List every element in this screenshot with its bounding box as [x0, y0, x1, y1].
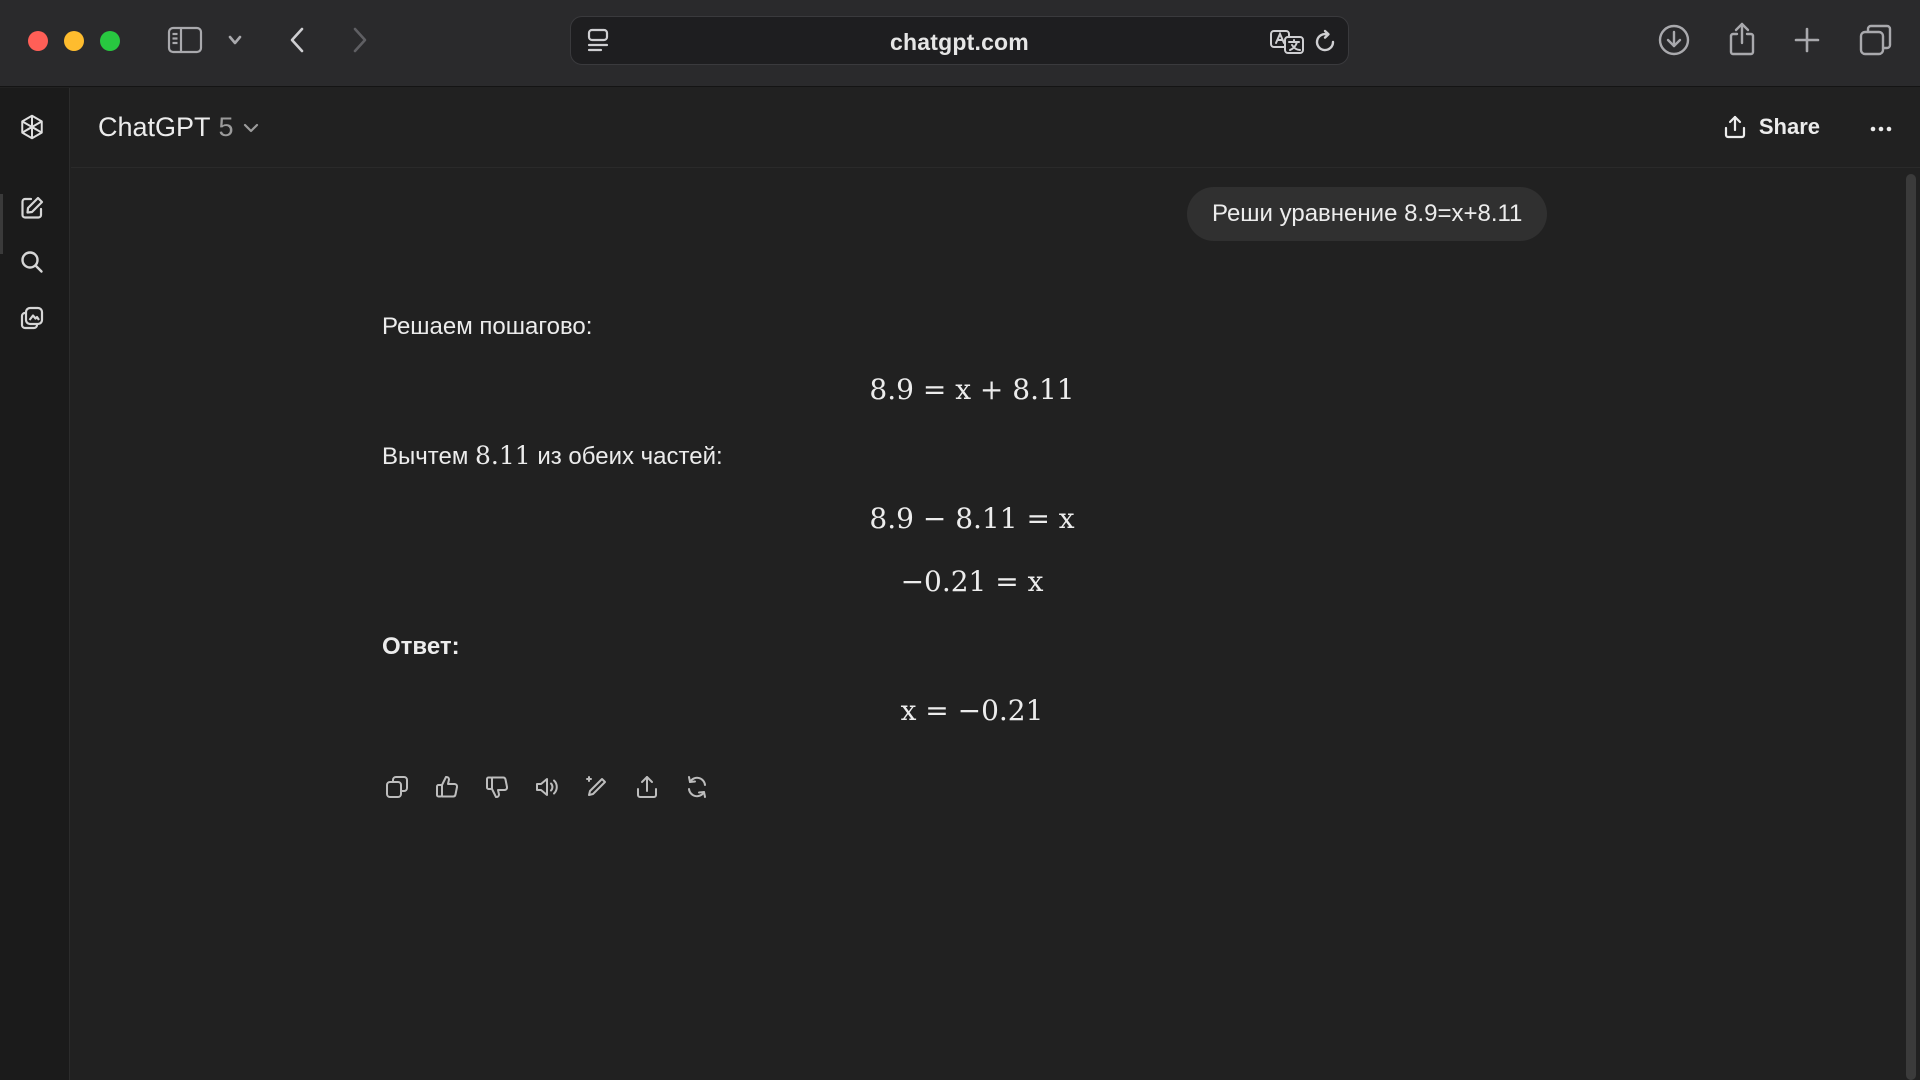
- assistant-step-text: [382, 441, 723, 471]
- chatgpt-logo-icon[interactable]: [17, 112, 47, 142]
- step-text-before: Вычтем: [382, 443, 475, 470]
- share-icon[interactable]: [632, 772, 662, 802]
- thumbs-down-icon[interactable]: [482, 772, 512, 802]
- browser-toolbar: [0, 0, 1920, 87]
- back-icon[interactable]: [283, 24, 311, 56]
- model-selector[interactable]: [98, 112, 260, 143]
- read-aloud-icon[interactable]: [532, 772, 562, 802]
- equation-3: −0.21 = x: [900, 565, 1044, 598]
- step-text-after: из обеих частей:: [530, 443, 723, 470]
- left-rail: [0, 88, 70, 1080]
- share-icon: [1723, 114, 1747, 140]
- more-options-icon[interactable]: [1868, 116, 1894, 142]
- equation-2: 8.9 − 8.11 = x: [869, 502, 1075, 535]
- close-window-button[interactable]: [28, 31, 48, 51]
- share-page-icon[interactable]: [1725, 20, 1759, 58]
- url-text: chatgpt.com: [890, 29, 1029, 55]
- user-message-bubble: Реши уравнение 8.9=x+8.11: [1187, 187, 1547, 241]
- library-icon[interactable]: [17, 303, 47, 333]
- share-label: Share: [1758, 114, 1820, 139]
- message-actions: [382, 772, 712, 802]
- regenerate-icon[interactable]: [682, 772, 712, 802]
- edit-icon[interactable]: [582, 772, 612, 802]
- forward-icon[interactable]: [346, 24, 374, 56]
- chevron-down-icon: [242, 121, 260, 135]
- sidebar-toggle-icon[interactable]: [166, 24, 204, 56]
- copy-icon[interactable]: [382, 772, 412, 802]
- translate-icon[interactable]: [1269, 28, 1305, 56]
- search-icon[interactable]: [17, 247, 47, 277]
- chat-scrollbar[interactable]: [1906, 174, 1916, 1080]
- model-version: 5: [218, 112, 234, 142]
- share-button[interactable]: [1723, 114, 1820, 140]
- downloads-icon[interactable]: [1656, 22, 1692, 58]
- minimize-window-button[interactable]: [64, 31, 84, 51]
- assistant-intro: Решаем пошагово:: [382, 313, 593, 340]
- answer-label: Ответ:: [382, 633, 460, 660]
- new-chat-icon[interactable]: [17, 193, 47, 223]
- zoom-window-button[interactable]: [100, 31, 120, 51]
- new-tab-icon[interactable]: [1791, 24, 1823, 56]
- chevron-down-icon[interactable]: [226, 31, 244, 49]
- chat-header: [71, 88, 1920, 168]
- model-name: ChatGPT: [98, 112, 211, 142]
- thumbs-up-icon[interactable]: [432, 772, 462, 802]
- equation-1: 8.9 = x + 8.11: [869, 373, 1075, 406]
- rail-active-indicator: [0, 194, 3, 254]
- reload-icon[interactable]: [1313, 28, 1339, 56]
- address-bar[interactable]: [570, 16, 1349, 65]
- answer-equation: x = −0.21: [900, 694, 1044, 727]
- tab-overview-icon[interactable]: [1858, 22, 1894, 58]
- step-number: 8.11: [475, 441, 531, 470]
